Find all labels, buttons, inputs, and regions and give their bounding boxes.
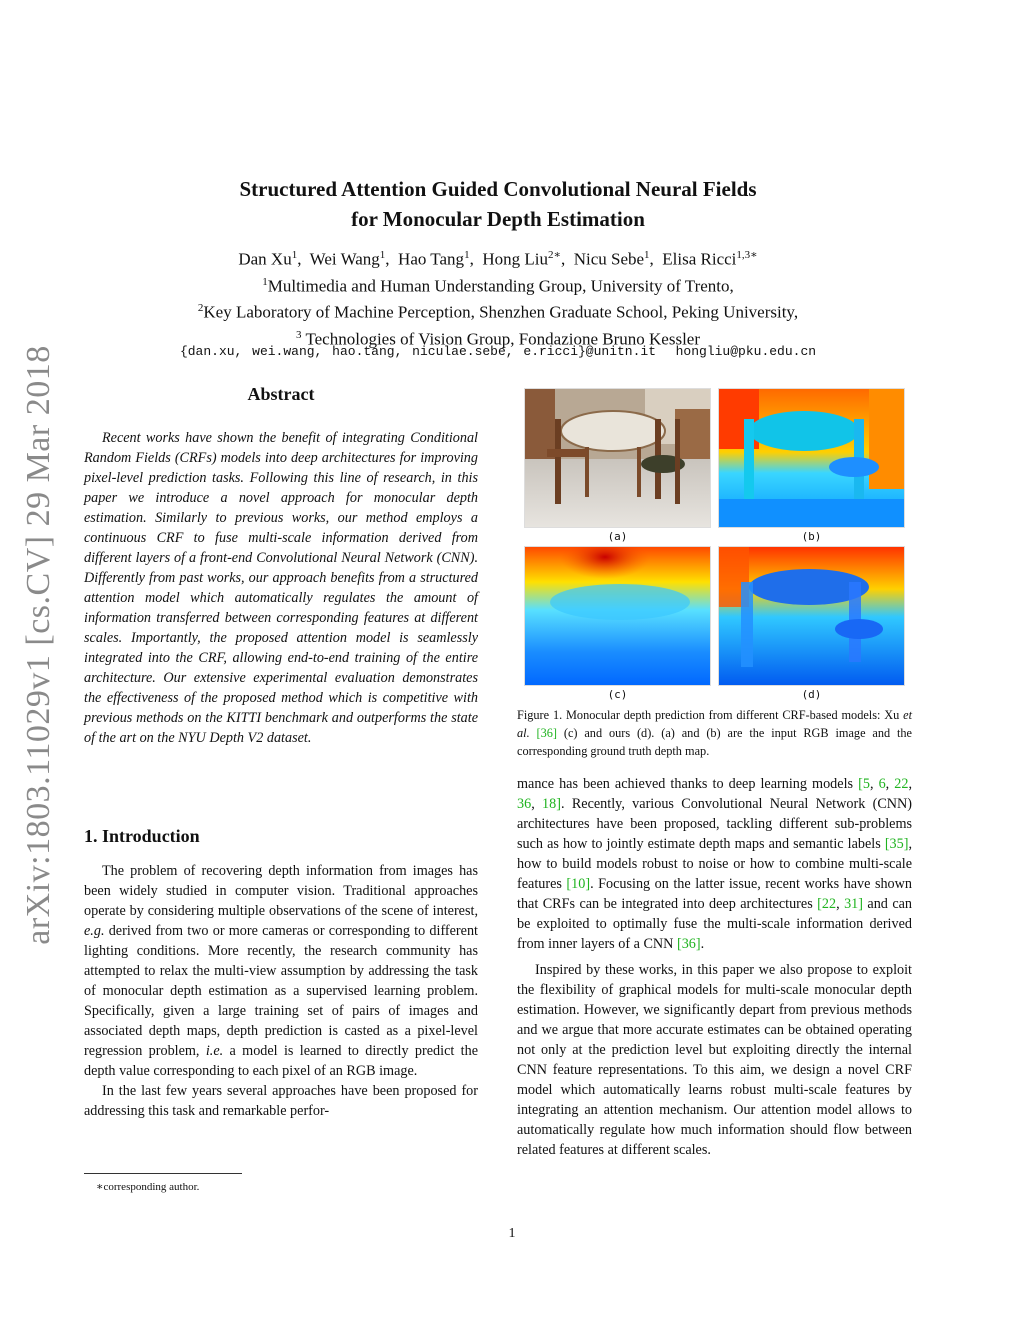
author-affiliation: 1 [464, 249, 470, 261]
caption-text [530, 726, 537, 740]
right-paragraph-1 [517, 774, 912, 954]
author-name: Wei Wang [309, 249, 380, 269]
affiliation-number: 1 [262, 275, 268, 288]
text-run-italic: e.g. [84, 923, 105, 939]
paper-title [100, 174, 896, 234]
abstract-heading: Abstract [247, 384, 315, 404]
caption-text: Figure 1. Monocular depth prediction from different CRF-based models: Xu [517, 708, 904, 722]
figure-label-d: (d) [801, 688, 822, 701]
caption-text: (c) and ours (d). (a) and (b) are the input RGB image and the corresponding ground truth depth map. [517, 726, 912, 758]
footnote: ∗corresponding author. [96, 1181, 200, 1193]
text-run: , [531, 796, 543, 812]
text-run: mance has been achieved thanks to deep learning models [517, 776, 859, 792]
figure-label-a: (a) [607, 530, 628, 543]
affiliation-text: Multimedia and Human Understanding Group, University of Trento, [267, 276, 734, 296]
page-number: 1 [508, 1226, 516, 1241]
email-unitn: {dan.xu, wei.wang, hao.tang, niculae.sebe, e.ricci}@unitn.it [179, 344, 657, 359]
author-affiliation: 1,3∗ [736, 249, 758, 261]
email-pku: hongliu@pku.edu.cn [675, 344, 817, 359]
citation-link[interactable]: 22 [894, 776, 909, 792]
affiliation-text: Technologies of Vision Group, Fondazione Bruno Kessler [301, 329, 700, 349]
affiliation-2 [100, 297, 896, 324]
arxiv-stamp [14, 345, 64, 945]
affiliation-number: 2 [197, 302, 204, 315]
figure-caption [517, 706, 912, 760]
text-run: . Focusing on the latter issue, recent works have shown that CRFs can be integrated into deep architectures [517, 876, 912, 912]
introduction-body [84, 861, 478, 1121]
author-affiliation: 1 [291, 249, 298, 261]
text-run: , [908, 776, 913, 792]
citation-link[interactable]: [35] [884, 836, 909, 852]
figure-panel-ground-truth-depth [718, 388, 905, 528]
text-run: , [869, 776, 879, 792]
text-run: , [885, 776, 895, 792]
citation-link[interactable]: [36] [676, 936, 701, 952]
ground-truth-depth-map [719, 389, 905, 528]
baseline-depth-prediction [525, 547, 711, 686]
figure-panel-our-prediction [718, 546, 905, 686]
figure-label-b: (b) [801, 530, 822, 543]
author-emails [100, 344, 896, 359]
affiliation-text: Key Laboratory of Machine Perception, Shenzhen Graduate School, Peking University, [203, 302, 799, 322]
author-affiliation: 1 [379, 249, 386, 261]
figure-panel-baseline-prediction [524, 546, 711, 686]
arxiv-id: arXiv:1803.11029v1 [cs.CV] 29 Mar 2018 [20, 345, 57, 945]
citation-link[interactable]: [36] [536, 726, 557, 740]
footnote-divider [84, 1173, 242, 1174]
our-depth-prediction [719, 547, 905, 686]
author-affiliation: 2∗ [547, 249, 561, 261]
text-run: . [700, 936, 705, 952]
intro-paragraph-2: In the last few years several approaches have been proposed for addressing this task and remarkable perfor- [84, 1083, 478, 1119]
text-run: , [836, 896, 845, 912]
text-run: The problem of recovering depth information from images has been widely studied in computer vision. Traditional approaches operate by considering multiple observations of the scene of interest, [84, 863, 478, 919]
citation-link[interactable]: 18] [542, 796, 561, 812]
affiliation-1 [100, 271, 896, 298]
author-name: Hong Liu [482, 249, 548, 269]
title-line-2: for Monocular Depth Estimation [351, 207, 645, 231]
rgb-scene-image [525, 389, 711, 528]
citation-link[interactable]: [22 [817, 896, 837, 912]
author-list: Dan Xu$^1$, Wei Wang$^1$, Hao Tang$^1$, Hong Liu$^{2∗}$, Nicu Sebe$^1$, Elisa Ricci$^{1,3∗}$ [238, 249, 758, 269]
affiliation-number: 3 [296, 328, 302, 341]
text-run: , how to build models robust to noise or how to combine multi-scale features [517, 836, 912, 892]
citation-link[interactable]: 6 [878, 776, 886, 792]
text-run: derived from two or more cameras or corresponding to different lighting conditions. More recently, the research community has attempted to relax the multi-view assumption by addressing the task of monocular depth estimation as a supervised learning problem. Specifically, given a large training set of pairs of images and associated depth maps, depth prediction is casted as a pixel-level regression problem, [84, 923, 478, 1059]
text-run: a model is learned to directly predict the depth value corresponding to each pixel of an RGB image. [84, 1043, 478, 1079]
author-block [100, 244, 896, 351]
author-name: Hao Tang [398, 249, 465, 269]
figure-label-c: (c) [607, 688, 628, 701]
right-paragraph-2: Inspired by these works, in this paper we also propose to exploit the flexibility of graphical models for multi-scale monocular depth estimation. However, we significantly depart from previous methods and we argue that more accurate estimates can be obtained operating not only at the prediction level but exploiting directly the internal CNN feature representations. To this aim, we design a novel CRF model which automatically learns robust multi-scale features by integrating an attention mechanism. Our attention model allows to automatically regulate how much information should flow between related features at different scales. [517, 962, 912, 1158]
intro-paragraph-1 [84, 861, 478, 1081]
text-run-italic: i.e. [205, 1043, 224, 1059]
text-run: . Recently, various Convolutional Neural Network (CNN) architectures have been proposed, tackling different sub-problems such as how to jointly estimate depth maps and semantic labels [517, 796, 912, 852]
caption-text-italic: et al. [517, 708, 912, 740]
section-heading-introduction: 1. Introduction [84, 826, 200, 846]
author-name: Elisa Ricci [662, 249, 737, 269]
right-column-body [517, 774, 912, 1160]
citation-link[interactable]: [5 [858, 776, 870, 792]
author-affiliation: 1 [644, 249, 650, 261]
author-name: Dan Xu [238, 249, 292, 269]
text-run: and can be exploited to optimally fuse the multi-scale information derived from inner layers of a CNN [517, 896, 913, 952]
abstract-text: Recent works have shown the benefit of integrating Conditional Random Fields (CRFs) models into deep architectures for improving pixel-level prediction tasks. Following this line of research, in this paper we introduce a novel approach for monocular depth estimation. Similarly to previous works, our method employs a continuous CRF to fuse multi-scale information derived from different layers of a front-end Convolutional Neural Network (CNN). Differently from past works, our approach benefits from a structured attention model which automatically regulates the amount of information transferred between corresponding features at different scales. Importantly, the proposed attention model is seamlessly integrated into the CRF, allowing end-to-end training of the entire architecture. Our extensive experimental evaluation demonstrates the effectiveness of the proposed method which is competitive with previous methods on the KITTI benchmark and outperforms the state of the art on the NYU Depth V2 dataset. [84, 430, 478, 746]
author-name: Nicu Sebe [573, 249, 645, 269]
citation-link[interactable]: 31] [844, 896, 863, 912]
citation-link[interactable]: [10] [566, 876, 591, 892]
citation-link[interactable]: 36 [517, 796, 532, 812]
figure-panel-rgb-image [524, 388, 711, 528]
title-line-1: Structured Attention Guided Convolutional Neural Fields [239, 177, 757, 201]
